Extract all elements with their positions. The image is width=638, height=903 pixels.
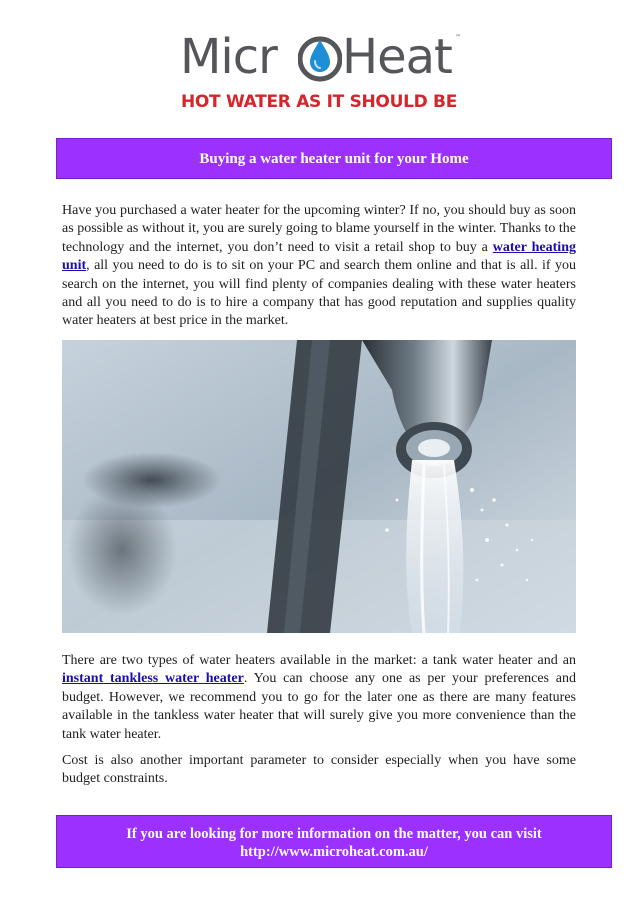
header-banner-title: Buying a water heater unit for your Home bbox=[199, 151, 469, 167]
header-banner bbox=[56, 138, 612, 179]
faucet-photo bbox=[62, 340, 576, 633]
logo-wordmark bbox=[180, 28, 470, 86]
logo-word-right: Heat bbox=[342, 29, 452, 85]
instant-tankless-water-heater-link[interactable]: instant tankless water heater bbox=[62, 671, 244, 687]
types-text-start: There are two types of water heaters available in the market: a tank water heater and an bbox=[62, 653, 576, 668]
water-drop-icon bbox=[298, 32, 342, 82]
types-text-end: . You can choose any one as per your preferences and budget. However, we recommend you to go for the later one as there are many features available in the tankless water heater that will surely give you more convenience than the tank water heater. bbox=[62, 671, 576, 742]
cost-paragraph: Cost is also another important parameter to consider especially when you have some budget constraints. bbox=[62, 753, 576, 787]
intro-text-end: , all you need to do is to sit on your PC and search them online and that is all. if you search on the internet, you will find plenty of companies dealing with these water heaters and all you need to do is to hire a company that has good reputation and supplies quality water heaters at best price in the market. bbox=[62, 258, 576, 329]
water-heating-unit-link[interactable]: water heating unit bbox=[62, 239, 576, 274]
types-paragraph bbox=[62, 652, 576, 744]
logo-trademark: ™ bbox=[455, 34, 461, 41]
footer-banner bbox=[56, 815, 612, 868]
intro-paragraph bbox=[62, 202, 576, 331]
logo-word-left: Micr bbox=[180, 29, 277, 85]
footer-banner-text: If you are looking for more information on the matter, you can visit bbox=[126, 826, 542, 842]
logo-tagline: HOT WATER AS IT SHOULD BE bbox=[180, 92, 458, 112]
logo bbox=[0, 28, 638, 114]
footer-banner-url[interactable]: http://www.microheat.com.au/ bbox=[240, 844, 428, 860]
intro-text-start: Have you purchased a water heater for the upcoming winter? If no, you should buy as soon as possible as without it, you are surely going to blame yourself in the winter. Thanks to the technology and the internet, you don’t need to visit a retail shop to buy a bbox=[62, 203, 576, 255]
